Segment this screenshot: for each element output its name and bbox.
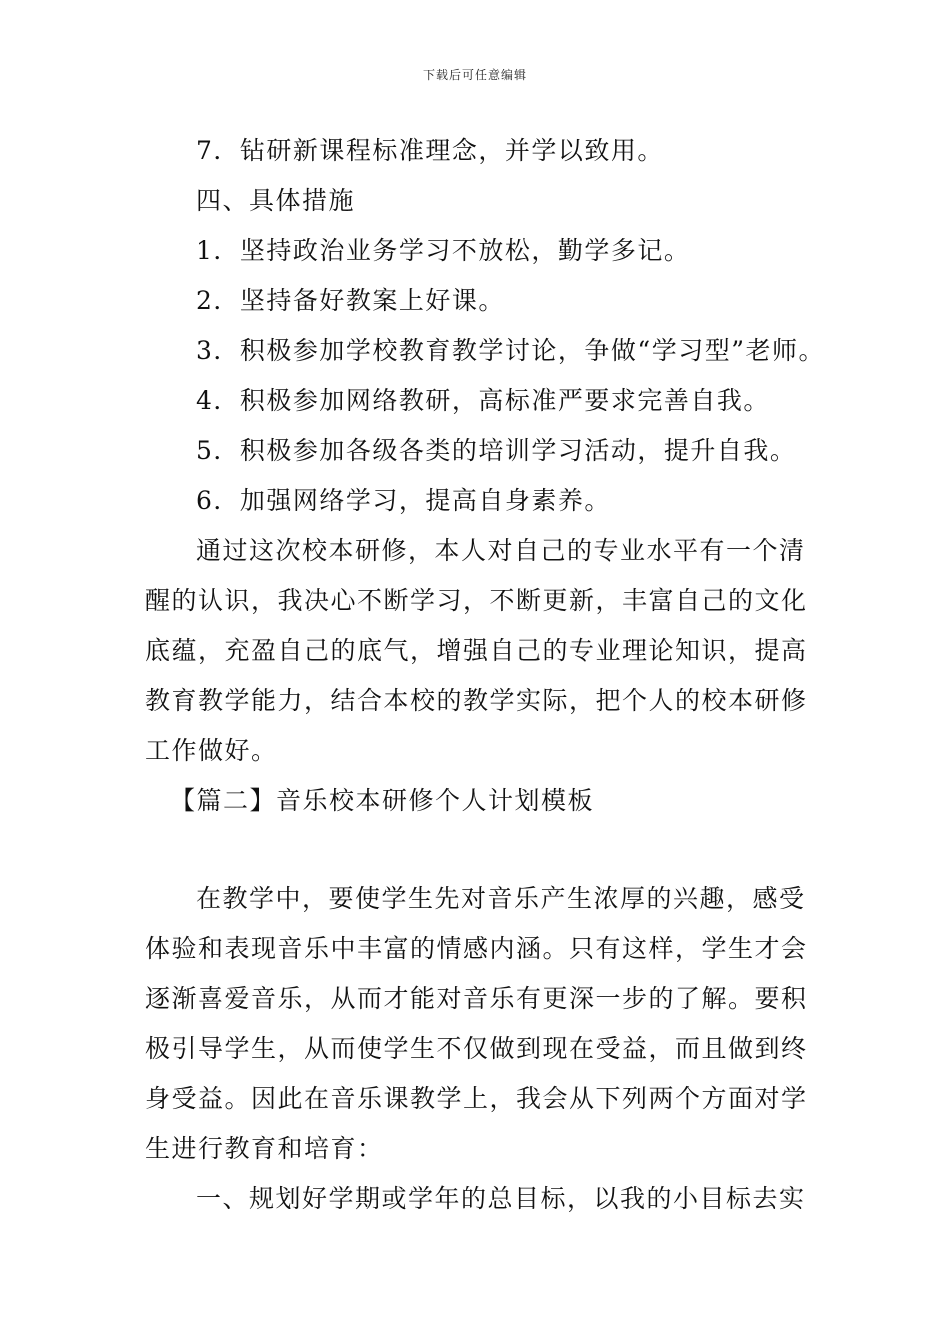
section-heading: 一、规划好学期或学年的总目标，以我的小目标去实 [196,1184,806,1213]
list-item: 4．积极参加网络教研，高标准严要求完善自我。 [196,386,770,415]
paragraph-line: 极引导学生，从而使学生不仅做到现在受益，而且做到终 [145,1034,808,1063]
list-item: 7．钻研新课程标准理念，并学以致用。 [196,136,664,165]
paragraph-line: 身受益。因此在音乐课教学上，我会从下列两个方面对学 [145,1084,808,1113]
article-title: 【篇二】音乐校本研修个人计划模板 [170,786,595,815]
section-heading: 四、具体措施 [196,186,356,215]
paragraph-line: 生进行教育和培育： [145,1134,384,1163]
paragraph-line: 工作做好。 [145,736,278,765]
list-item: 1．坚持政治业务学习不放松，勤学多记。 [196,236,691,265]
list-item: 5．积极参加各级各类的培训学习活动，提升自我。 [196,436,797,465]
paragraph-line: 教育教学能力，结合本校的教学实际，把个人的校本研修 [145,686,808,715]
list-item: 6．加强网络学习，提高自身素养。 [196,486,611,515]
paragraph-line: 底蕴，充盈自己的底气，增强自己的专业理论知识，提高 [145,636,808,665]
paragraph-line: 体验和表现音乐中丰富的情感内涵。只有这样，学生才会 [145,934,808,963]
paragraph-line: 在教学中，要使学生先对音乐产生浓厚的兴趣，感受 [196,884,806,913]
list-item: 3．积极参加学校教育教学讨论，争做“学习型”老师。 [196,336,825,365]
page-header-note: 下载后可任意编辑 [422,68,527,82]
list-item: 2．坚持备好教案上好课。 [196,286,505,315]
paragraph-line: 通过这次校本研修，本人对自己的专业水平有一个清 [196,536,806,565]
paragraph-line: 逐渐喜爱音乐，从而才能对音乐有更深一步的了解。要积 [145,984,808,1013]
paragraph-line: 醒的认识，我决心不断学习，不断更新，丰富自己的文化 [145,586,808,615]
